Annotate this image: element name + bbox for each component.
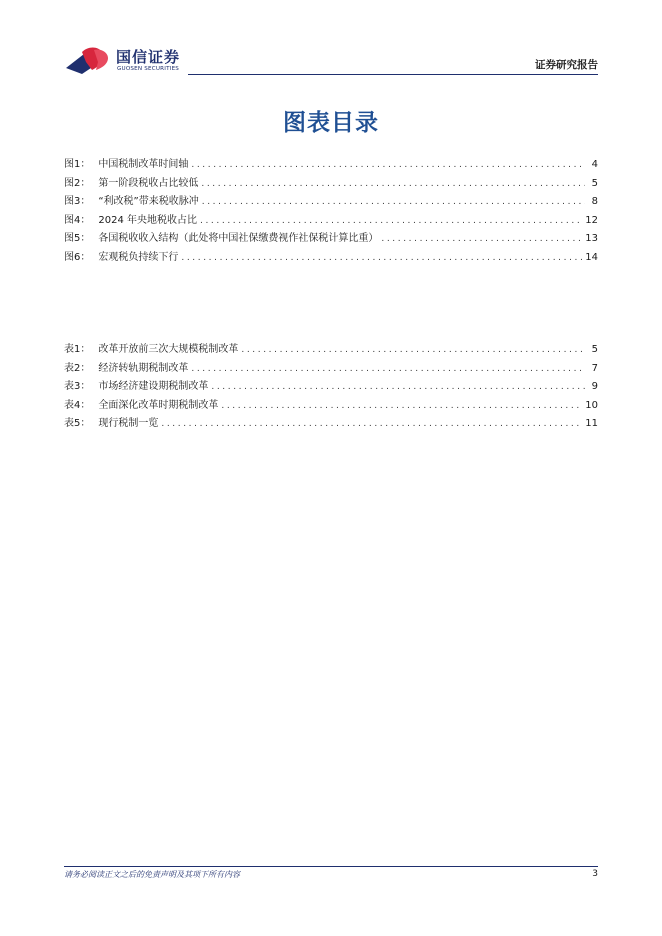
toc-entry-figure-2[interactable] bbox=[64, 175, 598, 194]
figure-list bbox=[64, 156, 598, 267]
toc-entry-page: 5 bbox=[591, 177, 598, 189]
dot-leader bbox=[202, 193, 585, 212]
toc-entry-figure-5[interactable] bbox=[64, 230, 598, 249]
dot-leader bbox=[221, 397, 582, 416]
toc-entry-page: 8 bbox=[591, 196, 598, 207]
toc-entry-label: 表2： bbox=[64, 362, 91, 374]
toc-entry-table-5[interactable] bbox=[64, 415, 598, 434]
footer-disclaimer: 请务必阅读正文之后的免责声明及其项下所有内容 bbox=[64, 870, 240, 879]
toc-entry-title: 市场经济建设期税制改革 bbox=[98, 381, 209, 392]
header-divider bbox=[188, 74, 598, 75]
dot-leader bbox=[161, 415, 582, 434]
logo-english-name: GUOSEN SECURITIES bbox=[117, 66, 180, 72]
toc-entry-figure-1[interactable] bbox=[64, 156, 598, 175]
dot-leader bbox=[200, 212, 582, 231]
toc-entry-page: 11 bbox=[585, 418, 598, 429]
dot-leader bbox=[381, 230, 582, 249]
toc-entry-page: 7 bbox=[591, 362, 598, 374]
toc-entry-page: 4 bbox=[591, 159, 598, 170]
toc-entry-page: 14 bbox=[585, 251, 598, 263]
toc-entry-title: 中国税制改革时间轴 bbox=[98, 159, 189, 170]
toc-entry-label: 表5： bbox=[64, 418, 91, 429]
dot-leader bbox=[201, 175, 585, 194]
logo-mark-icon bbox=[64, 44, 112, 78]
toc-entry-page: 12 bbox=[585, 214, 598, 226]
company-logo bbox=[64, 44, 184, 78]
footer-divider bbox=[64, 866, 598, 867]
toc-entry-label: 图3： bbox=[64, 196, 91, 207]
toc-entry-title: 全面深化改革时期税制改革 bbox=[98, 399, 219, 411]
toc-entry-label: 图4： bbox=[64, 214, 91, 226]
toc-entry-title: 宏观税负持续下行 bbox=[98, 251, 179, 263]
toc-entry-table-2[interactable] bbox=[64, 360, 598, 379]
toc-entry-title: 各国税收收入结构（此处将中国社保缴费视作社保税计算比重） bbox=[98, 233, 379, 244]
toc-entry-table-1[interactable] bbox=[64, 341, 598, 360]
toc-entry-title: “利改税”带来税收脉冲 bbox=[98, 196, 199, 207]
toc-entry-page: 10 bbox=[585, 399, 598, 411]
page-title: 图表目录 bbox=[283, 110, 379, 136]
table-list bbox=[64, 341, 598, 434]
dot-leader bbox=[211, 378, 585, 397]
logo-chinese-name: 国信证券 bbox=[116, 48, 181, 66]
toc-entry-figure-3[interactable] bbox=[64, 193, 598, 212]
toc-entry-title: 改革开放前三次大规模税制改革 bbox=[98, 344, 239, 355]
toc-entry-label: 图5： bbox=[64, 233, 91, 244]
toc-entry-label: 图2： bbox=[64, 177, 91, 189]
toc-entry-page: 9 bbox=[591, 381, 598, 392]
toc-entry-label: 表1： bbox=[64, 344, 91, 355]
toc-entry-label: 表3： bbox=[64, 381, 91, 392]
toc-entry-title: 经济转轨期税制改革 bbox=[98, 362, 189, 374]
page-number: 3 bbox=[592, 869, 598, 879]
toc-entry-label: 图1： bbox=[64, 159, 91, 170]
report-type-label: 证券研究报告 bbox=[535, 59, 598, 71]
toc-entry-title: 第一阶段税收占比较低 bbox=[98, 177, 199, 189]
toc-entry-label: 表4： bbox=[64, 399, 91, 411]
toc-entry-figure-6[interactable] bbox=[64, 249, 598, 268]
toc-entry-title: 2024 年央地税收占比 bbox=[98, 214, 198, 226]
dot-leader bbox=[181, 249, 582, 268]
toc-entry-table-3[interactable] bbox=[64, 378, 598, 397]
toc-entry-table-4[interactable] bbox=[64, 397, 598, 416]
toc-entry-figure-4[interactable] bbox=[64, 212, 598, 231]
dot-leader bbox=[241, 341, 585, 360]
page-header bbox=[0, 0, 662, 80]
dot-leader bbox=[191, 360, 585, 379]
toc-entry-page: 13 bbox=[585, 233, 598, 244]
toc-entry-label: 图6： bbox=[64, 251, 91, 263]
dot-leader bbox=[191, 156, 585, 175]
toc-entry-title: 现行税制一览 bbox=[98, 418, 159, 429]
toc-entry-page: 5 bbox=[591, 344, 598, 355]
